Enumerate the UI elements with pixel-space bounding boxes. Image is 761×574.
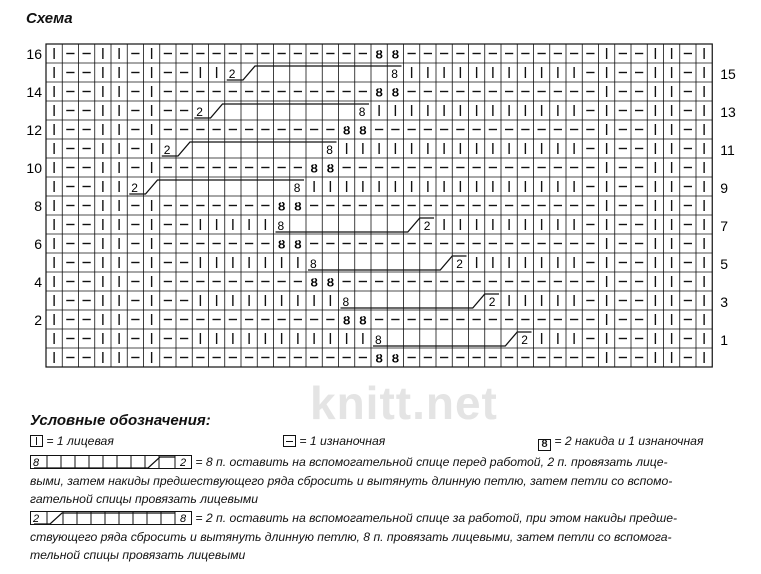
knit-symbol-icon (30, 435, 43, 447)
yarn-over-mark: Ȣ (277, 237, 286, 252)
cable-label-8: 8 (326, 143, 333, 157)
legend-purl (283, 434, 385, 448)
legend-cable-front-text-3: гательной спицы провязать лицевыми (30, 492, 258, 506)
row-number-left: 16 (26, 46, 42, 62)
legend-yo-text: = 2 накида и 1 изнаночная (554, 434, 704, 448)
yarn-over-mark: Ȣ (375, 351, 383, 366)
yarn-over-symbol-icon: Ȣ (538, 439, 551, 451)
row-number-right: 3 (720, 294, 729, 310)
yarn-over-mark: Ȣ (294, 199, 302, 214)
cable-front-symbol-icon (30, 455, 192, 469)
cable-label-2: 2 (196, 105, 203, 119)
cable-label-2: 2 (131, 181, 138, 195)
yarn-over-mark: Ȣ (342, 313, 351, 328)
chart-title: Схема (26, 10, 73, 27)
cable-line (194, 104, 369, 118)
cable-label-8: 8 (293, 181, 301, 195)
legend-cable-front-text-1: = 8 п. оставить на вспомогательной спице перед работой, 2 п. провязать лице- (195, 455, 668, 469)
legend-cable-back-2: 2 (33, 513, 40, 525)
legend-cable-front-text-2: выми, затем накиды предшествующего ряда сбросить и вытянуть длинную петлю, затем петли со вспомо- (30, 474, 673, 488)
legend-cable-back-text-2: ствующего ряда сбросить и вытянуть длинную петлю, 8 п. провязать лицевыми, затем петли со вспомога- (30, 530, 672, 544)
cable-label-8: 8 (391, 67, 398, 81)
purl-symbol-icon (283, 435, 296, 447)
row-number-left: 4 (34, 274, 42, 290)
legend-cable-back-text-1: = 2 п. оставить на вспомогательной спице за работой, при этом накиды предше- (195, 511, 678, 525)
row-number-right: 13 (720, 104, 736, 120)
yarn-over-mark: Ȣ (294, 237, 302, 252)
legend-purl-text: = 1 изнаночная (299, 434, 386, 448)
yarn-over-mark: Ȣ (391, 351, 400, 366)
yarn-over-mark: Ȣ (359, 313, 367, 328)
cable-label-8: 8 (375, 333, 382, 347)
legend-knit (30, 434, 114, 448)
watermark: knitt.net (310, 377, 498, 429)
yarn-over-mark: Ȣ (277, 199, 286, 214)
cable-label-8: 8 (277, 219, 285, 233)
row-number-left: 6 (34, 236, 42, 252)
cable-label-2: 2 (488, 295, 496, 309)
row-number-left: 10 (26, 160, 42, 176)
legend-cable-front-8: 8 (33, 457, 40, 469)
row-number-right: 15 (720, 66, 736, 82)
legend-cable-back-text-3: тельной спицы провязать лицевыми (30, 548, 246, 562)
legend-knit-text: = 1 лицевая (46, 434, 114, 448)
legend-cable-back-8: 8 (180, 513, 187, 525)
legend-cable-back (30, 511, 677, 525)
cable-back-symbol-icon (30, 511, 192, 525)
cable-line (129, 180, 304, 194)
yarn-over-mark: Ȣ (310, 275, 318, 290)
cable-label-8: 8 (342, 295, 350, 309)
cable-label-2: 2 (228, 67, 236, 81)
row-number-right: 11 (720, 142, 735, 158)
yarn-over-mark: Ȣ (375, 85, 383, 100)
row-number-right: 9 (720, 180, 729, 196)
cable-label-2: 2 (456, 257, 463, 271)
yarn-over-mark: Ȣ (375, 47, 383, 62)
cable-line (227, 66, 402, 80)
yarn-over-mark: Ȣ (326, 275, 335, 290)
yarn-over-mark: Ȣ (359, 123, 367, 138)
cable-label-2: 2 (521, 333, 528, 347)
cable-label-2: 2 (163, 143, 171, 157)
legend-title: Условные обозначения: (30, 412, 211, 429)
legend-cable-front-2: 2 (180, 457, 187, 469)
yarn-over-mark: Ȣ (310, 161, 318, 176)
cable-label-8: 8 (310, 257, 317, 271)
row-number-right: 5 (720, 256, 729, 272)
legend-yo (538, 434, 703, 451)
cable-label-8: 8 (358, 105, 366, 119)
cable-line (162, 142, 337, 156)
yarn-over-mark: Ȣ (342, 123, 351, 138)
yarn-over-mark: Ȣ (326, 161, 335, 176)
cable-label-2: 2 (423, 219, 431, 233)
yarn-over-mark: Ȣ (391, 85, 400, 100)
row-number-right: 1 (720, 332, 729, 348)
row-number-left: 14 (26, 84, 42, 100)
row-number-left: 8 (34, 198, 42, 214)
row-number-left: 2 (34, 312, 42, 328)
row-number-right: 7 (720, 218, 729, 234)
yarn-over-mark: Ȣ (391, 47, 400, 62)
legend-cable-front (30, 455, 668, 469)
row-number-left: 12 (26, 122, 42, 138)
